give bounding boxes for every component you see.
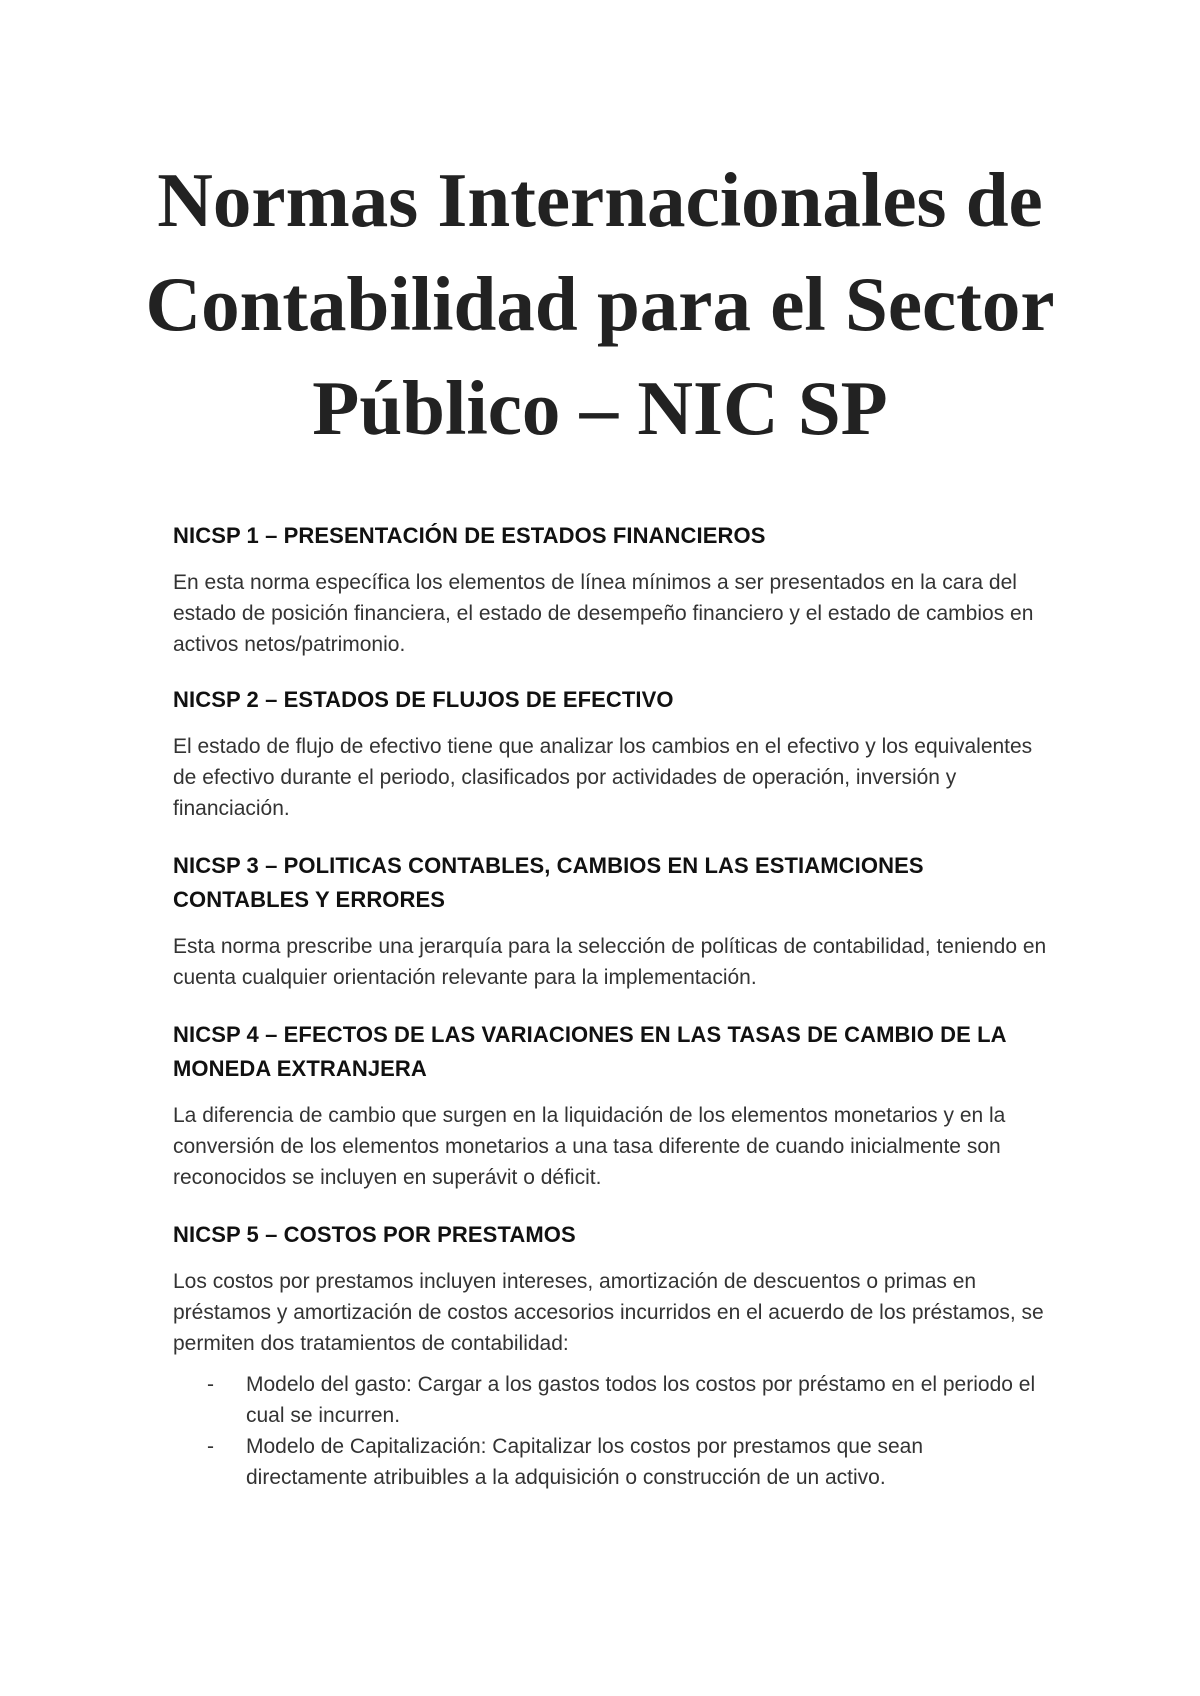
section-nicsp-1 <box>173 519 1048 660</box>
section-nicsp-4 <box>173 1018 1048 1193</box>
section-paragraph: El estado de flujo de efectivo tiene que analizar los cambios en el efectivo y los equivalentes de efectivo durante el periodo, clasificados por actividades de operación, inversión y financiación. <box>173 735 1033 820</box>
bullet-text: Modelo de Capitalización: Capitalizar los costos por prestamos que sean directamente atribuibles a la adquisición o construcción de un activo. <box>246 1435 924 1489</box>
section-heading: NICSP 3 – POLITICAS CONTABLES, CAMBIOS EN LAS ESTIAMCIONES CONTABLES Y ERRORES <box>173 853 924 912</box>
section-heading: NICSP 5 – COSTOS POR PRESTAMOS <box>173 1222 576 1247</box>
bullet-item <box>173 1431 1048 1493</box>
section-heading: NICSP 1 – PRESENTACIÓN DE ESTADOS FINANCIEROS <box>173 523 766 548</box>
document-title: Normas Internacionales de Contabilidad para el Sector Público – NIC SP <box>145 157 1055 451</box>
section-nicsp-2 <box>173 683 1048 824</box>
section-paragraph: En esta norma específica los elementos de línea mínimos a ser presentados en la cara del estado de posición financiera, el estado de desempeño financiero y el estado de cambios en activos netos/patrimonio. <box>173 571 1034 656</box>
section-heading: NICSP 2 – ESTADOS DE FLUJOS DE EFECTIVO <box>173 687 674 712</box>
bullet-dash: - <box>207 1373 214 1396</box>
section-heading: NICSP 4 – EFECTOS DE LAS VARIACIONES EN LAS TASAS DE CAMBIO DE LA MONEDA EXTRANJERA <box>173 1022 1006 1081</box>
bullet-item <box>173 1369 1048 1431</box>
section-paragraph: Esta norma prescribe una jerarquía para la selección de políticas de contabilidad, teniendo en cuenta cualquier orientación relevante para la implementación. <box>173 935 1047 989</box>
bullet-text: Modelo del gasto: Cargar a los gastos todos los costos por préstamo en el periodo el cual se incurren. <box>246 1373 1036 1427</box>
section-nicsp-5 <box>173 1218 1048 1493</box>
section-paragraph: La diferencia de cambio que surgen en la liquidación de los elementos monetarios y en la conversión de los elementos monetarios a una tasa diferente de cuando inicialmente son reconocidos se incluyen en superávit o déficit. <box>173 1104 1006 1189</box>
bullet-dash: - <box>207 1435 214 1458</box>
section-nicsp-3 <box>173 849 1048 993</box>
bullet-list <box>173 1369 1048 1493</box>
section-paragraph: Los costos por prestamos incluyen intereses, amortización de descuentos o primas en préstamos y amortización de costos accesorios incurridos en el acuerdo de los préstamos, se permiten dos tratamientos de contabilidad: <box>173 1270 1044 1355</box>
